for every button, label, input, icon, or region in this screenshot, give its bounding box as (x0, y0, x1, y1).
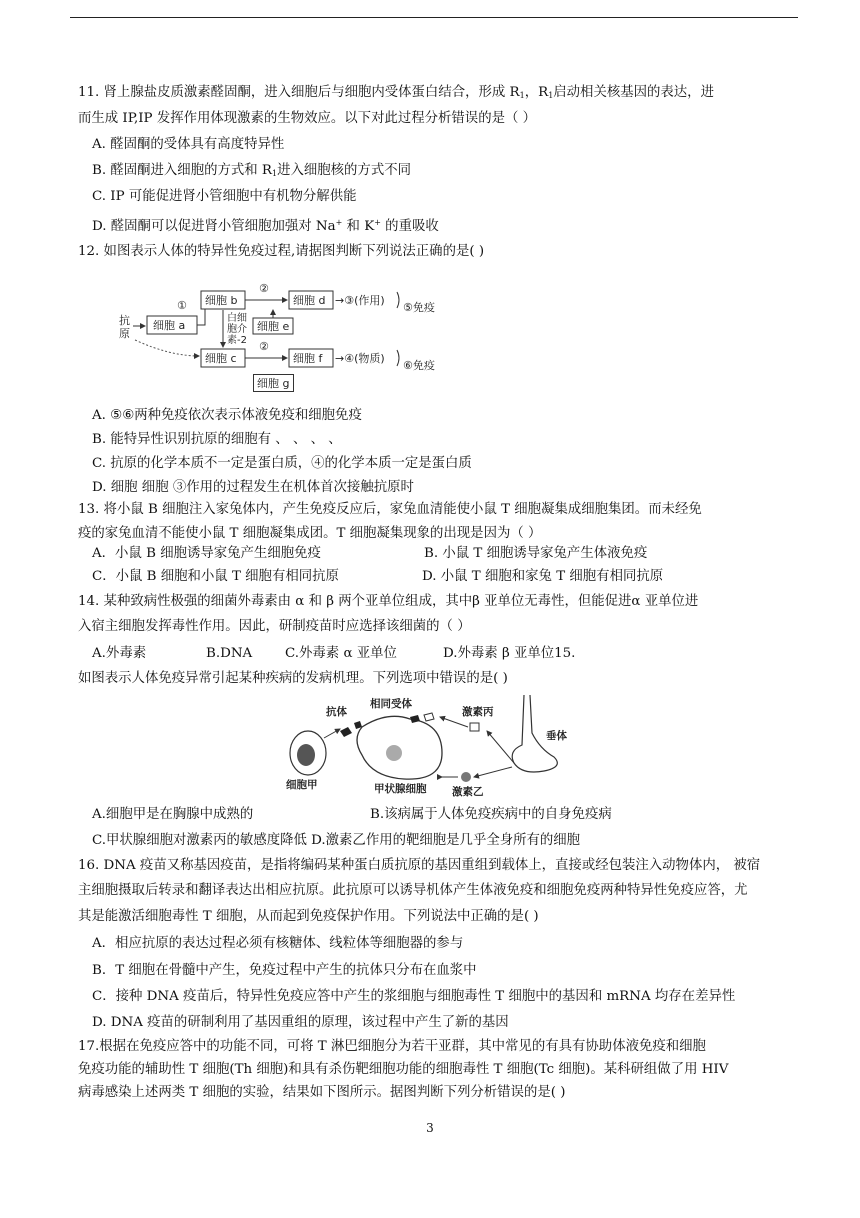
q13-stem-line2: 疫的家兔血清不能使小鼠 T 细胞凝集成团。T 细胞凝集现象的出现是因为（ ） (78, 526, 542, 541)
immune-process-diagram (115, 278, 460, 374)
q16-option-a: A．相应抗原的表达过程必须有核糖体、线粒体等细胞器的参与 (92, 936, 464, 951)
output1-label: →③(作用) (335, 294, 385, 307)
q17-stem: 17.根据在免疫应答中的功能不同，可将 T 淋巴细胞分为若干亚群，其中常见的有具有协助体液免疫和细胞 (78, 1039, 706, 1054)
q13-stem: 13. 将小鼠 B 细胞注入家兔体内，产生免疫反应后，家兔血清能使小鼠 T 细胞凝集成细胞集团。而未经免 (78, 502, 702, 517)
q12-option-a: A. ⑤⑥两种免疫依次表示体液免疫和细胞免疫 (92, 408, 362, 423)
q11-option-a: A. 醛固酮的受体具有高度特异性 (92, 137, 285, 152)
q13-option-d: D. 小鼠 T 细胞和家兔 T 细胞有相同抗原 (422, 569, 664, 584)
q14-stem: 14. 某种致病性极强的细菌外毒素由 α 和 β 两个亚单位组成，其中β 亚单位无毒性，但能促进α 亚单位进 (78, 594, 699, 609)
q11-stem: 11. 肾上腺盐皮质激素醛固酮，进入细胞后与细胞内受体蛋白结合，形成 $R_1$，$R_1$启动相关核基因的表达，进 (78, 85, 714, 100)
q12-stem: 12. 如图表示人体的特异性免疫过程,请据图判断下列说法正确的是( ) (78, 244, 485, 259)
cell-e-label: 细胞 e (257, 320, 290, 333)
cell-a-label: 细胞 a (153, 319, 186, 332)
q17-stem-line2: 免疫功能的辅助性 T 细胞(Th 细胞)和具有杀伤靶细胞功能的细胞毒性 T 细胞(Tc 细胞)。某科研组做了用 HIV (78, 1062, 729, 1077)
q16-option-d: D. DNA 疫苗的研制利用了基因重组的原理，该过程中产生了新的基因 (92, 1015, 509, 1030)
q17-stem-line3: 病毒感染上述两类 T 细胞的实验，结果如下图所示。据图判断下列分析错误的是( ) (78, 1085, 566, 1100)
q14-option-a: A.外毒素 (92, 646, 147, 661)
q16-option-b: B．T 细胞在骨髓中产生，免疫过程中产生的抗体只分布在血浆中 (92, 963, 477, 978)
same-receptor-label: 相同受体 (370, 698, 412, 710)
q16-option-c: C．接种 DNA 疫苗后，特异性免疫应答中产生的浆细胞与细胞毒性 T 细胞中的基因和 mRNA 均存在差异性 (92, 989, 736, 1004)
cell-c-label: 细胞 c (205, 352, 237, 365)
cell-g-box (253, 374, 297, 394)
q14-option-b: B.DNA (206, 646, 253, 661)
hormone-b-label: 激素乙 (452, 786, 484, 798)
q13-option-b: B. 小鼠 T 细胞诱导家兔产生体液免疫 (424, 546, 648, 561)
thyroid-cell-label: 甲状腺细胞 (374, 783, 427, 795)
q14-option-d: D.外毒素 β 亚单位15. (443, 646, 576, 661)
immunity5-label: ⑤免疫 (403, 301, 435, 314)
step1-label: ① (177, 299, 187, 312)
il2-label: 白细胞介素-2 (227, 313, 247, 346)
cell-d-label: 细胞 d (293, 294, 326, 307)
q11-stem-line2: 而生成 IP,IP 发挥作用体现激素的生物效应。以下对此过程分析错误的是（ ） (78, 111, 537, 126)
step2-label-bottom: ② (259, 340, 269, 353)
q14-stem-line2: 入宿主细胞发挥毒性作用。因此，研制疫苗时应选择该细菌的（ ） (78, 619, 471, 634)
antigen-label: 抗原 (119, 314, 130, 340)
cell-f-label: 细胞 f (293, 352, 323, 365)
q12-option-c: C. 抗原的化学本质不一定是蛋白质，④的化学本质一定是蛋白质 (92, 456, 472, 471)
q13-option-a: A．小鼠 B 细胞诱导家兔产生细胞免疫 (92, 546, 321, 561)
q15-option-cd: C.甲状腺细胞对激素丙的敏感度降低 D.激素乙作用的靶细胞是几乎全身所有的细胞 (92, 833, 581, 848)
q15-option-a: A.细胞甲是在胸腺中成熟的 (92, 807, 254, 822)
q15-stem: 如图表示人体免疫异常引起某种疾病的发病机理。下列选项中错误的是( ) (78, 671, 508, 686)
output2-label: →④(物质) (335, 352, 385, 365)
hormone-c-label: 激素丙 (462, 706, 494, 718)
immunity6-label: ⑥免疫 (403, 359, 435, 372)
antibody-label: 抗体 (326, 706, 347, 718)
step2-label-top: ② (259, 282, 269, 295)
q16-stem-line2: 主细胞摄取后转录和翻译表达出相应抗原。此抗原可以诱导机体产生体液免疫和细胞免疫两种特异性免疫应答，尤 (78, 883, 748, 898)
q14-option-c: C.外毒素 α 亚单位 (285, 646, 397, 661)
q16-stem: 16. DNA 疫苗又称基因疫苗，是指将编码某种蛋白质抗原的基因重组到载体上，直接或经包装注入动物体内， 被宿 (78, 858, 761, 873)
q11-option-c: C. IP 可能促进肾小管细胞中有机物分解供能 (92, 189, 357, 204)
cell-g-label: 细胞 g (257, 377, 290, 390)
q11-option-b: B. 醛固酮进入细胞的方式和 $R_1$进入细胞核的方式不同 (92, 163, 411, 178)
header-rule (70, 17, 798, 18)
q13-option-c: C．小鼠 B 细胞和小鼠 T 细胞有相同抗原 (92, 569, 339, 584)
thyroid-disease-diagram (282, 693, 582, 799)
q16-stem-line3: 其是能激活细胞毒性 T 细胞，从而起到免疫保护作用。下列说法中正确的是( ) (78, 909, 539, 924)
pituitary-label: 垂体 (546, 730, 567, 742)
cell-jia-label: 细胞甲 (286, 779, 318, 791)
page-number: 3 (426, 1121, 434, 1135)
q15-option-b: B.该病属于人体免疫疾病中的自身免疫病 (370, 807, 612, 822)
cell-b-label: 细胞 b (205, 294, 238, 307)
q11-option-d: D. 醛固酮可以促进肾小管细胞加强对 Na+ 和 K+ 的重吸收 (92, 218, 439, 234)
q12-option-b: B. 能特异性识别抗原的细胞有 、 、 、 、 (92, 432, 342, 447)
q12-option-d: D. 细胞 细胞 ③作用的过程发生在机体首次接触抗原时 (92, 480, 414, 495)
